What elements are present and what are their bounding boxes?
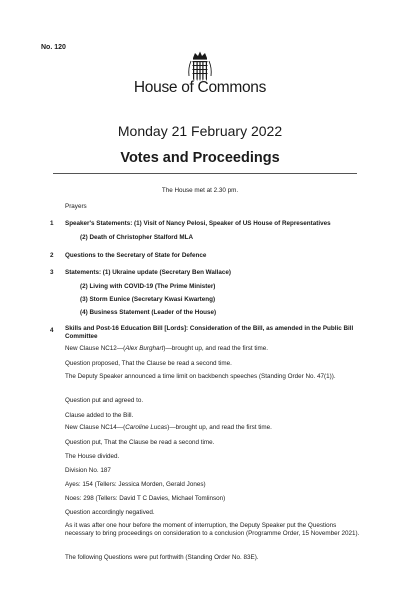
division-number: Division No. 187 [65,467,111,474]
house-title: House of Commons [133,79,267,96]
item-subheading: (3) Storm Eunice (Secretary Kwasi Kwarteng) [80,296,216,303]
proceeding-text: Question accordingly negatived. [65,509,155,516]
proceeding-text: The following Questions were put forthwith (Standing Order No. 83E). [65,554,259,561]
house-met-time: The House met at 2.30 pm. [161,187,239,194]
item-number: 4 [50,327,54,334]
division-noes: Noes: 298 (Tellers: David T C Davies, Michael Tomlinson) [65,495,226,502]
item-heading: Skills and Post-16 Education Bill [Lords]: Consideration of the Bill, as amended in the Public Bill Committee [65,325,354,341]
item-number: 2 [50,252,54,259]
proceeding-text: Question proposed, That the Clause be read a second time. [65,360,232,367]
proceeding-text: New Clause NC14—(Caroline Lucas)—brought up, and read the first time. [65,424,272,431]
proceeding-text: The Deputy Speaker announced a time limit on backbench speeches (Standing Order No. 47(1)). [65,373,336,380]
item-subheading: (4) Business Statement (Leader of the House) [80,309,217,316]
proceeding-text: As it was after one hour before the moment of interruption, the Deputy Speaker put the Questions necessary to bring proceedings on consideration to a conclusion (Programme Order, 15 November 2021). [65,522,360,538]
document-number: No. 120 [41,44,66,51]
item-number: 3 [50,269,54,276]
item-heading: Statements: (1) Ukraine update (Secretary Ben Wallace) [65,269,231,276]
proceeding-text: New Clause NC12—(Alex Burghart)—brought up, and read the first time. [65,345,269,352]
proceeding-text: Question put and agreed to. [65,397,144,404]
item-heading: Questions to the Secretary of State for Defence [65,252,207,259]
item-subheading: (2) Death of Christopher Stalford MLA [80,234,193,241]
document-title: Votes and Proceedings [120,150,280,166]
title-divider [53,173,357,174]
proceeding-text: Clause added to the Bill. [65,412,134,419]
item-subheading: (2) Living with COVID-19 (The Prime Minister) [80,283,216,290]
item-number: 1 [50,220,54,227]
sitting-date: Monday 21 February 2022 [117,123,283,139]
proceeding-text: Question put, That the Clause be read a second time. [65,439,215,446]
division-ayes: Ayes: 154 (Tellers: Jessica Morden, Gerald Jones) [65,481,206,488]
prayers-label: Prayers [65,203,87,210]
item-heading: Speaker's Statements: (1) Visit of Nancy Pelosi, Speaker of US House of Representatives [65,220,331,227]
proceeding-text: The House divided. [65,453,120,460]
